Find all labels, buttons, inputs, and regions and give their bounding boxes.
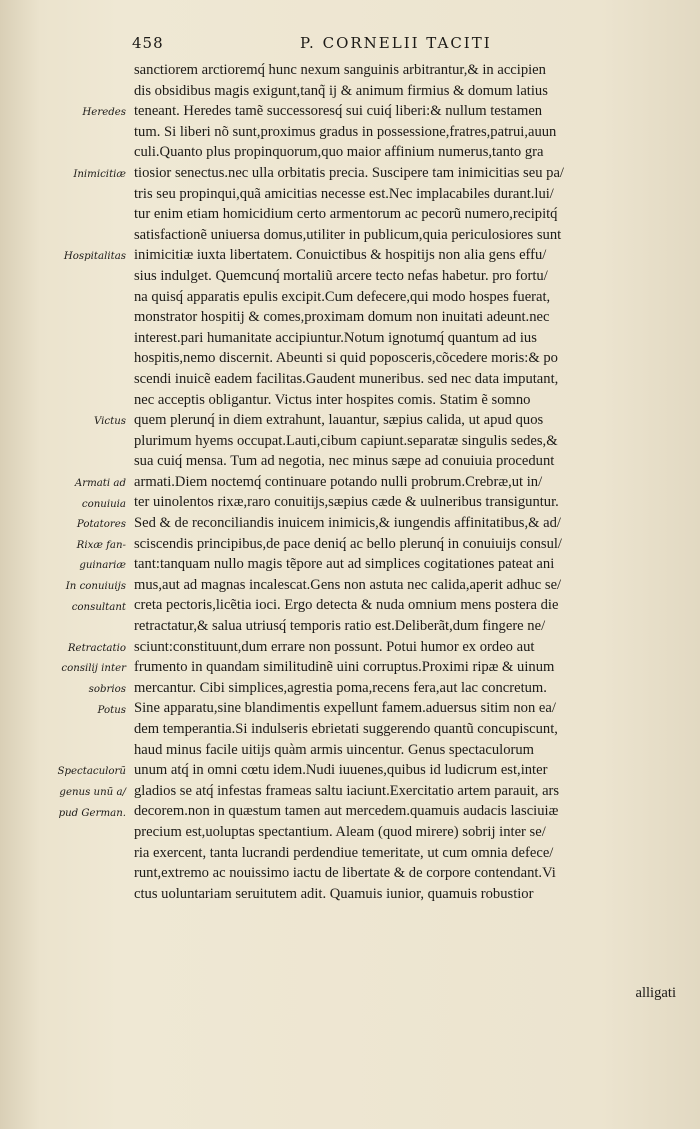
margin-notes xyxy=(40,64,128,1064)
text-line: dis obsidibus magis exigunt,tanq̃ ij & animum firmius & domum latius xyxy=(134,82,548,99)
text-line: sciunt:constituunt,dum errare non possunt. Potui humor ex ordeo aut xyxy=(134,638,535,655)
text-line: tum. Si liberi nõ sunt,proximus gradus in possessione,fratres,patrui,auun xyxy=(134,123,557,140)
main-text-block xyxy=(134,60,686,904)
text-line: unum atq́ in omni cœtu idem.Nudi iuuenes,quibus id ludicrum est,inter xyxy=(134,762,548,779)
text-line: Sine apparatu,sine blandimentis expellunt famem.aduersus sitim non ea/ xyxy=(134,700,556,717)
margin-note: Potatores xyxy=(76,519,126,531)
text-line: sua cuiq́ mensa. Tum ad negotia, nec minus sæpe ad conuiuia procedunt xyxy=(134,453,555,470)
margin-note: Retractatio xyxy=(67,642,126,654)
text-line: haud minus facile uitijs quàm armis uincentur. Genus spectaculorum xyxy=(134,741,535,758)
margin-note: Armati ad xyxy=(74,478,126,489)
margin-note: Rixæ fan- xyxy=(76,539,126,551)
text-line: precium est,uoluptas spectantium. Aleam (quod mirere) sobrij inter se/ xyxy=(134,823,546,840)
margin-note: Inimicitiæ xyxy=(73,169,126,180)
text-line: sius indulget. Quemcunq́ mortaliũ arcere tecto nefas habetur. pro fortu/ xyxy=(134,267,548,284)
page-number: 458 xyxy=(132,34,164,52)
margin-note: pud German. xyxy=(58,807,126,819)
text-line: inimicitiæ iuxta libertatem. Conuictibus & hospitijs non alia gens effu/ xyxy=(134,247,547,264)
text-line: ter uinolentos rixæ,raro conuitijs,sæpius cæde & uulneribus transiguntur. xyxy=(134,494,559,511)
text-line: teneant. Heredes tamẽ successoresq́ sui cuiq́ liberi:& nullum testamen xyxy=(134,103,543,120)
text-line: monstrator hospitij & comes,proximam domum non inuitati adeunt.nec xyxy=(134,309,550,326)
text-line: ctus uoluntariam seruitutem adit. Quamuis iunior, quamuis robustior xyxy=(134,885,534,902)
text-line: quem plerunq́ in diem extrahunt, lauantur, sæpius calida, ut apud quos xyxy=(134,412,544,429)
margin-note: In conuiuijs xyxy=(65,581,126,592)
margin-note: consilij inter xyxy=(61,663,126,675)
text-line: mercantur. Cibi simplices,agrestia poma,recens fera,aut lac concretum. xyxy=(134,679,547,696)
text-line: satisfactionẽ uniuersa domus,utiliter in publicum,quia periculosiores sunt xyxy=(134,226,562,243)
text-line: sciscendis principibus,de pace deniq́ ac bello plerunq́ in conuiuijs consul/ xyxy=(134,535,562,552)
text-line: gladios se atq́ infestas frameas saltu iaciunt.Exercitatio artem parauit, ars xyxy=(134,782,560,799)
text-line: runt,extremo ac nouissimo iactu de libertate & de corpore contendant.Vi xyxy=(134,865,556,882)
text-line: culi.Quanto plus propinquorum,quo maior affinium numerus,tanto gra xyxy=(134,144,544,161)
margin-note: Potus xyxy=(97,704,126,716)
text-line: sanctiorem arctioremq́ hunc nexum sanguinis arbitrantur,& in accipien xyxy=(134,62,546,78)
text-line: hospitis,nemo discernit. Abeunti si quid poposceris,cõcedere moris:& po xyxy=(134,350,558,367)
running-title: P. CORNELII TACITI xyxy=(300,34,492,52)
page-header xyxy=(132,34,690,56)
margin-note: Heredes xyxy=(82,107,126,119)
text-line: frumento in quandam similitudinẽ uini corruptus.Proximi ripæ & uinum xyxy=(134,659,555,676)
text-line: retractatur,& salua utriusq́ temporis ratio est.Deliberãt,dum fingere ne/ xyxy=(134,618,546,635)
margin-note: guinariæ xyxy=(79,560,126,572)
text-line: tant:tanquam nullo magis tẽpore aut ad simplices cogitationes pateat ani xyxy=(134,556,555,573)
text-line: armati.Diem noctemq́ continuare potando nulli probrum.Crebræ,ut in/ xyxy=(134,473,543,490)
margin-note: Victus xyxy=(93,416,126,428)
margin-note: conuiuia xyxy=(81,498,126,510)
text-line: interest.pari humanitate accipiuntur.Notum ignotumq́ quantum ad ius xyxy=(134,329,537,346)
text-line: dem temperantia.Si indulseris ebrietati suggerendo quantũ concupiscunt, xyxy=(134,721,558,737)
text-line: plurimum hyems occupat.Lauti,cibum capiunt.separatæ singulis sedes,& xyxy=(134,432,558,449)
margin-note: Hospitalitas xyxy=(63,251,126,263)
text-line: tris seu propinqui,quã amicitias necesse est.Nec implacabiles durant.lui/ xyxy=(134,185,554,202)
margin-note: sobrios xyxy=(88,684,126,695)
text-line: mus,aut ad magnas incalescat.Gens non astuta nec calida,aperit adhuc se/ xyxy=(134,576,562,593)
margin-note: Spectaculorũ xyxy=(57,766,126,778)
text-line: tur enim etiam homicidium certo armentorum ac pecorũ numero,recipitq́ xyxy=(134,206,558,223)
catchword: alligati xyxy=(635,985,676,1001)
text-line: tiosior senectus.nec ulla orbitatis precia. Suscipere tam inimicitias seu pa/ xyxy=(134,164,564,181)
text-line: scendi inuicẽ eadem facilitas.Gaudent muneribus. sed nec data imputant, xyxy=(134,370,559,387)
text-line: ria exercent, tanta lucrandi perdendiue temeritate, ut cum omnia defece/ xyxy=(134,844,554,861)
text-line: creta pectoris,licẽtia ioci. Ergo detecta & nuda omnium mens postera die xyxy=(134,597,559,614)
text-line: na quisq́ apparatis epulis excipit.Cum defecere,qui modo hospes fuerat, xyxy=(134,288,551,305)
margin-note: consultant xyxy=(71,601,126,613)
text-line: decorem.non in quæstum tamen aut mercedem.quamuis audacis lasciuiæ xyxy=(134,803,559,820)
margin-note: genus unũ a/ xyxy=(59,787,126,798)
text-line: Sed & de reconciliandis inuicem inimicis,& iungendis affinitatibus,& ad/ xyxy=(134,515,561,532)
text-line: nec acceptis obligantur. Victus inter hospites comis. Statim ẽ somno xyxy=(134,391,531,408)
